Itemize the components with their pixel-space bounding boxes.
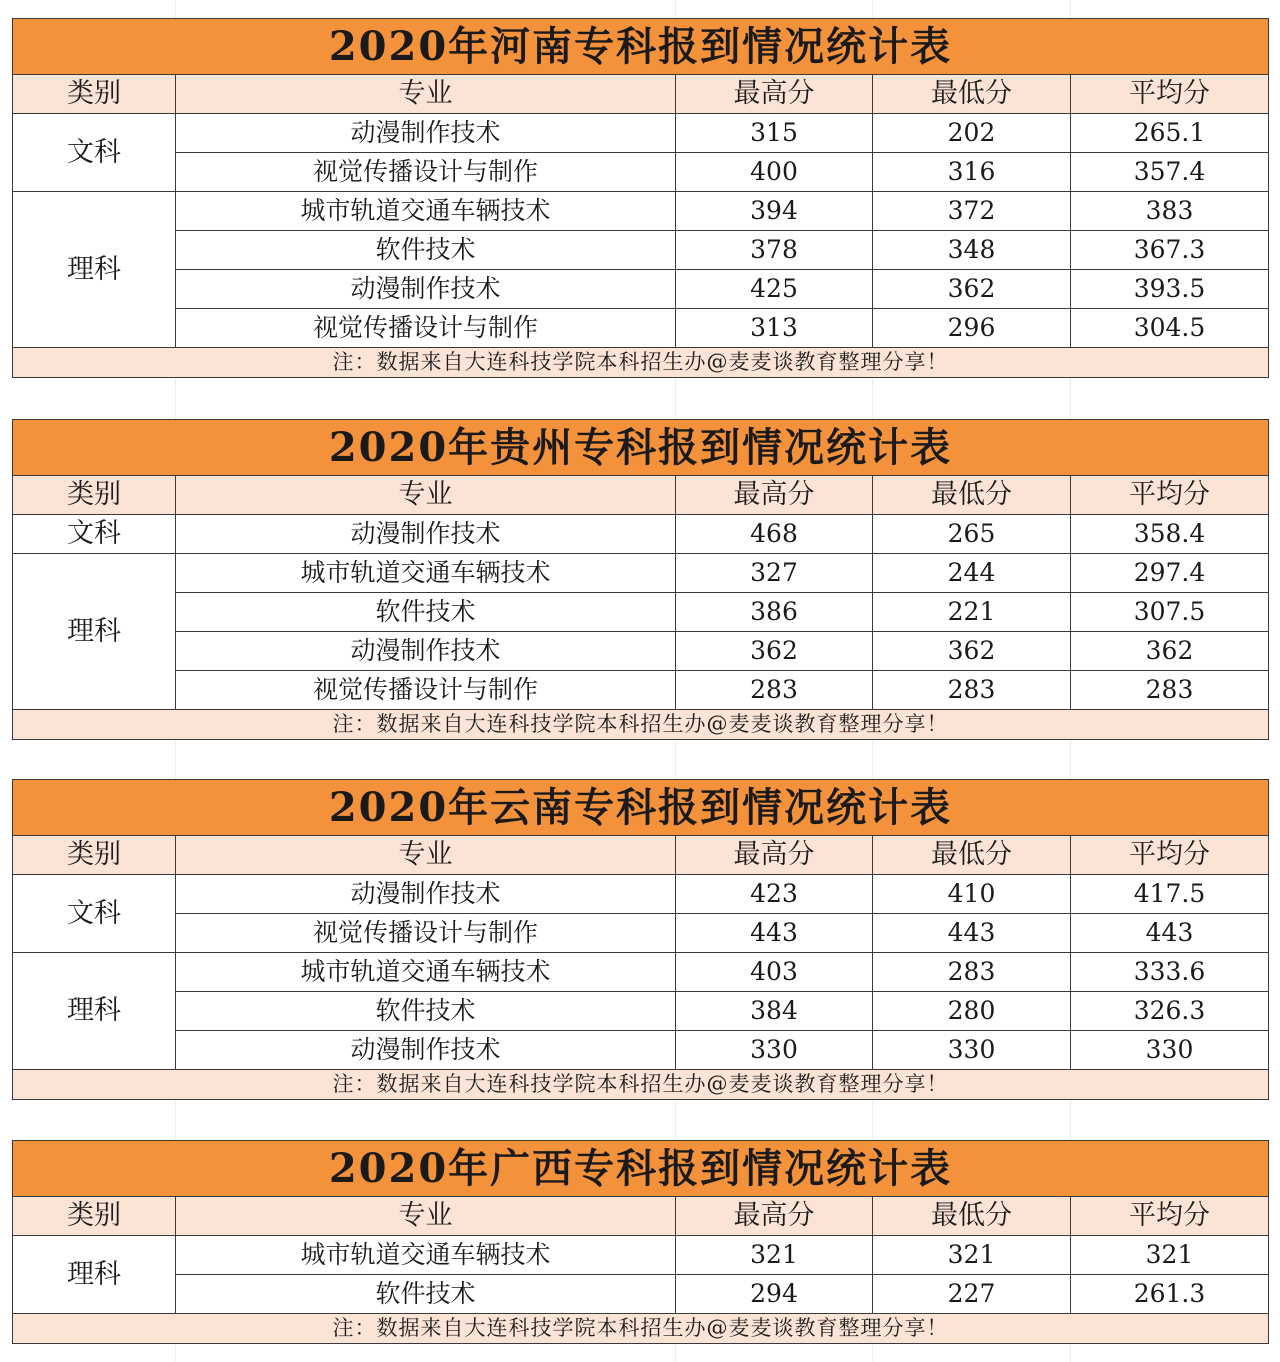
avg-score-cell: 443	[1071, 914, 1269, 953]
major-cell: 软件技术	[176, 992, 676, 1031]
avg-score-cell: 261.3	[1071, 1275, 1269, 1314]
min-score-cell: 321	[873, 1236, 1071, 1275]
min-score-cell: 202	[873, 114, 1071, 153]
table-title: 2020年云南专科报到情况统计表	[13, 780, 1269, 836]
table-row	[13, 875, 1269, 914]
table-title: 2020年广西专科报到情况统计表	[13, 1141, 1269, 1197]
table-title: 2020年河南专科报到情况统计表	[13, 19, 1269, 75]
max-score-cell: 468	[676, 515, 873, 554]
table-row	[13, 1236, 1269, 1275]
min-score-cell: 410	[873, 875, 1071, 914]
table-title-row	[13, 1141, 1269, 1197]
max-score-cell: 386	[676, 593, 873, 632]
table-note: 注：数据来自大连科技学院本科招生办@麦麦谈教育整理分享！	[13, 710, 1269, 740]
table-header-row	[13, 75, 1269, 114]
table-note-row	[13, 710, 1269, 740]
avg-score-cell: 417.5	[1071, 875, 1269, 914]
table-row	[13, 192, 1269, 231]
table-row	[13, 153, 1269, 192]
column-header: 类别	[13, 75, 176, 114]
table-note: 注：数据来自大连科技学院本科招生办@麦麦谈教育整理分享！	[13, 1314, 1269, 1344]
table-title-row	[13, 780, 1269, 836]
max-score-cell: 330	[676, 1031, 873, 1070]
table-row	[13, 1275, 1269, 1314]
max-score-cell: 403	[676, 953, 873, 992]
table-row	[13, 671, 1269, 710]
major-cell: 视觉传播设计与制作	[176, 671, 676, 710]
table-note: 注：数据来自大连科技学院本科招生办@麦麦谈教育整理分享！	[13, 348, 1269, 378]
min-score-cell: 443	[873, 914, 1071, 953]
table-row	[13, 515, 1269, 554]
stats-table-block	[12, 1140, 1268, 1344]
avg-score-cell: 357.4	[1071, 153, 1269, 192]
min-score-cell: 221	[873, 593, 1071, 632]
max-score-cell: 283	[676, 671, 873, 710]
column-header: 类别	[13, 836, 176, 875]
category-cell: 文科	[13, 515, 176, 554]
min-score-cell: 316	[873, 153, 1071, 192]
stats-table-block	[12, 18, 1268, 378]
table-row	[13, 593, 1269, 632]
category-cell: 理科	[13, 554, 176, 710]
min-score-cell: 296	[873, 309, 1071, 348]
avg-score-cell: 330	[1071, 1031, 1269, 1070]
column-header: 最高分	[676, 1197, 873, 1236]
major-cell: 城市轨道交通车辆技术	[176, 953, 676, 992]
table-row	[13, 270, 1269, 309]
column-header: 类别	[13, 476, 176, 515]
major-cell: 动漫制作技术	[176, 270, 676, 309]
max-score-cell: 327	[676, 554, 873, 593]
column-header: 最低分	[873, 836, 1071, 875]
column-header: 最低分	[873, 476, 1071, 515]
table-row	[13, 953, 1269, 992]
major-cell: 动漫制作技术	[176, 114, 676, 153]
max-score-cell: 384	[676, 992, 873, 1031]
category-cell: 文科	[13, 875, 176, 953]
table-note-row	[13, 348, 1269, 378]
min-score-cell: 265	[873, 515, 1071, 554]
min-score-cell: 362	[873, 270, 1071, 309]
major-cell: 城市轨道交通车辆技术	[176, 554, 676, 593]
table-header-row	[13, 476, 1269, 515]
major-cell: 动漫制作技术	[176, 632, 676, 671]
max-score-cell: 378	[676, 231, 873, 270]
major-cell: 软件技术	[176, 1275, 676, 1314]
stats-table-block	[12, 419, 1268, 740]
min-score-cell: 372	[873, 192, 1071, 231]
table-title-row	[13, 420, 1269, 476]
table-row	[13, 632, 1269, 671]
min-score-cell: 348	[873, 231, 1071, 270]
major-cell: 动漫制作技术	[176, 875, 676, 914]
stats-table-block	[12, 779, 1268, 1100]
min-score-cell: 244	[873, 554, 1071, 593]
max-score-cell: 321	[676, 1236, 873, 1275]
avg-score-cell: 304.5	[1071, 309, 1269, 348]
table-row	[13, 231, 1269, 270]
min-score-cell: 283	[873, 953, 1071, 992]
major-cell: 动漫制作技术	[176, 1031, 676, 1070]
table-row	[13, 1031, 1269, 1070]
major-cell: 视觉传播设计与制作	[176, 153, 676, 192]
avg-score-cell: 297.4	[1071, 554, 1269, 593]
table-row	[13, 992, 1269, 1031]
avg-score-cell: 265.1	[1071, 114, 1269, 153]
min-score-cell: 280	[873, 992, 1071, 1031]
min-score-cell: 362	[873, 632, 1071, 671]
table-note-row	[13, 1314, 1269, 1344]
major-cell: 城市轨道交通车辆技术	[176, 1236, 676, 1275]
table-row	[13, 914, 1269, 953]
stats-table	[12, 419, 1269, 740]
column-header: 平均分	[1071, 836, 1269, 875]
table-note: 注：数据来自大连科技学院本科招生办@麦麦谈教育整理分享！	[13, 1070, 1269, 1100]
min-score-cell: 227	[873, 1275, 1071, 1314]
avg-score-cell: 367.3	[1071, 231, 1269, 270]
major-cell: 软件技术	[176, 593, 676, 632]
column-header: 最高分	[676, 836, 873, 875]
category-cell: 文科	[13, 114, 176, 192]
table-note-row	[13, 1070, 1269, 1100]
major-cell: 视觉传播设计与制作	[176, 914, 676, 953]
max-score-cell: 315	[676, 114, 873, 153]
table-header-row	[13, 836, 1269, 875]
category-cell: 理科	[13, 953, 176, 1070]
table-row	[13, 114, 1269, 153]
avg-score-cell: 358.4	[1071, 515, 1269, 554]
avg-score-cell: 283	[1071, 671, 1269, 710]
column-header: 专业	[176, 75, 676, 114]
stats-table	[12, 1140, 1269, 1344]
table-title-row	[13, 19, 1269, 75]
avg-score-cell: 362	[1071, 632, 1269, 671]
max-score-cell: 425	[676, 270, 873, 309]
column-header: 专业	[176, 476, 676, 515]
avg-score-cell: 307.5	[1071, 593, 1269, 632]
category-cell: 理科	[13, 192, 176, 348]
column-header: 最低分	[873, 1197, 1071, 1236]
column-header: 平均分	[1071, 75, 1269, 114]
category-cell: 理科	[13, 1236, 176, 1314]
table-header-row	[13, 1197, 1269, 1236]
major-cell: 软件技术	[176, 231, 676, 270]
min-score-cell: 283	[873, 671, 1071, 710]
major-cell: 动漫制作技术	[176, 515, 676, 554]
max-score-cell: 400	[676, 153, 873, 192]
major-cell: 城市轨道交通车辆技术	[176, 192, 676, 231]
column-header: 平均分	[1071, 1197, 1269, 1236]
column-header: 专业	[176, 1197, 676, 1236]
avg-score-cell: 321	[1071, 1236, 1269, 1275]
avg-score-cell: 393.5	[1071, 270, 1269, 309]
column-header: 类别	[13, 1197, 176, 1236]
avg-score-cell: 383	[1071, 192, 1269, 231]
table-title: 2020年贵州专科报到情况统计表	[13, 420, 1269, 476]
min-score-cell: 330	[873, 1031, 1071, 1070]
max-score-cell: 423	[676, 875, 873, 914]
table-row	[13, 554, 1269, 593]
column-header: 最高分	[676, 75, 873, 114]
max-score-cell: 362	[676, 632, 873, 671]
table-row	[13, 309, 1269, 348]
column-header: 最高分	[676, 476, 873, 515]
avg-score-cell: 333.6	[1071, 953, 1269, 992]
stats-table	[12, 779, 1269, 1100]
max-score-cell: 313	[676, 309, 873, 348]
major-cell: 视觉传播设计与制作	[176, 309, 676, 348]
max-score-cell: 443	[676, 914, 873, 953]
column-header: 专业	[176, 836, 676, 875]
column-header: 平均分	[1071, 476, 1269, 515]
max-score-cell: 394	[676, 192, 873, 231]
max-score-cell: 294	[676, 1275, 873, 1314]
stats-table	[12, 18, 1269, 378]
column-header: 最低分	[873, 75, 1071, 114]
avg-score-cell: 326.3	[1071, 992, 1269, 1031]
